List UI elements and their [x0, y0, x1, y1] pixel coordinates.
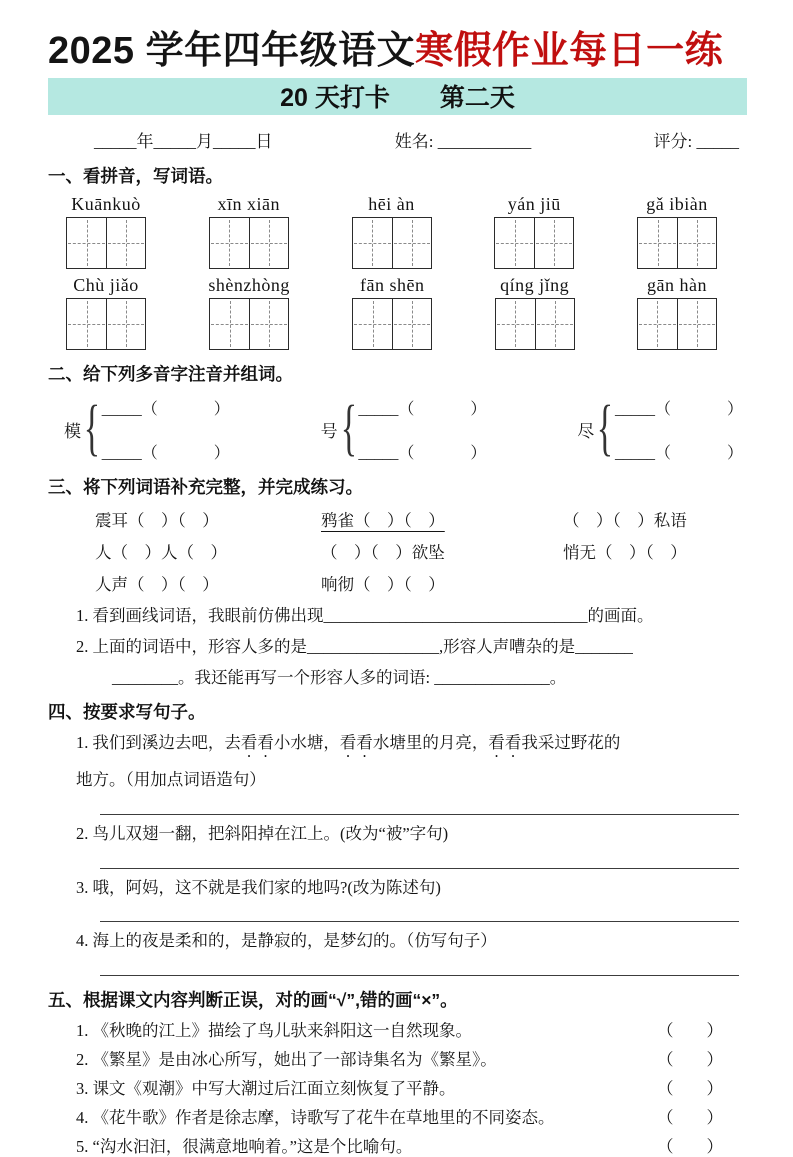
- answer-bracket: （ ）: [657, 1108, 723, 1128]
- title-text-black: 2025 学年四年级语文: [48, 30, 416, 72]
- question-2-line2: ________。我还能再写一个形容人多的词语: ______________。: [112, 667, 567, 687]
- answer-line: [100, 814, 739, 815]
- writing-grid-box: [637, 217, 717, 269]
- writing-grid-box: [209, 298, 289, 350]
- true-false-item-4: [48, 1104, 747, 1128]
- sentence-item-3: 3. 哦，阿妈，这不就是我们家的地吗?(改为陈述句): [76, 877, 441, 897]
- pinyin-word-blank: _____（ ）: [358, 400, 487, 418]
- writing-cell: [67, 218, 106, 268]
- writing-cell: [535, 299, 574, 349]
- polyphone-blanks: [358, 396, 486, 463]
- pinyin-word-unit: [352, 194, 432, 269]
- writing-cell: [496, 299, 535, 349]
- sentence-text: 我们到溪边去吧，去: [92, 732, 241, 752]
- pinyin-label: yán jiū: [507, 193, 561, 214]
- pinyin-word-blank: _____（ ）: [614, 400, 743, 418]
- pinyin-label: Kuānkuò: [71, 193, 141, 214]
- pinyin-word-unit: [208, 275, 289, 350]
- writing-cell: [392, 299, 431, 349]
- word-item: （ ）（ ）私语: [563, 510, 687, 530]
- statement-text: 5. “沟水汩汩，很满意地响着。”这是个比喻句。: [76, 1137, 413, 1157]
- writing-grid-box: [352, 217, 432, 269]
- writing-cell: [534, 218, 573, 268]
- dotted-word: 看看: [488, 732, 522, 752]
- polyphone-row: [48, 396, 747, 463]
- pinyin-word-blank: _____（ ）: [614, 444, 743, 462]
- word-item: 响彻（ ）（ ）: [321, 574, 445, 594]
- writing-cell: [392, 218, 431, 268]
- writing-grid-box: [66, 298, 146, 350]
- pinyin-word-unit: [209, 194, 289, 269]
- dotted-word: 看看: [240, 732, 274, 752]
- word-item: 人声（ ）（ ）: [95, 574, 219, 594]
- polyphone-char: 模: [64, 421, 81, 441]
- brace-glyph: {: [83, 394, 101, 463]
- word-item: [563, 571, 747, 595]
- pinyin-label: Chù jiǎo: [73, 274, 139, 295]
- pinyin-word-unit: [495, 275, 575, 350]
- pinyin-label: qíng jǐng: [500, 274, 570, 295]
- pinyin-label: xīn xiān: [217, 193, 280, 214]
- polyphone-group-jin: [577, 396, 743, 463]
- pinyin-label: hēi àn: [368, 193, 415, 214]
- title-text-red: 寒假作业每日一练: [415, 30, 724, 72]
- sentence-text: 水塘里的月亮，: [372, 732, 489, 752]
- word-item-underlined: 鸦雀（ ）（ ）: [321, 510, 445, 530]
- writing-cell: [210, 218, 249, 268]
- polyphone-blanks: [102, 396, 230, 463]
- pinyin-label: gǎ ibiàn: [646, 193, 708, 214]
- word-item: 悄无（ ）（ ）: [563, 542, 687, 562]
- writing-cell: [677, 218, 716, 268]
- pinyin-row-2: [48, 275, 747, 350]
- brace-glyph: {: [340, 394, 357, 463]
- score-field-label: 评分: _____: [653, 131, 739, 151]
- statement-text: 1. 《秋晚的江上》描绘了鸟儿驮来斜阳这一自然现象。: [76, 1021, 472, 1041]
- pinyin-word-unit: [637, 275, 717, 350]
- word-completion-grid: [48, 507, 747, 595]
- section5-heading: 五、根据课文内容判断正误，对的画“√”,错的画“×”。: [48, 990, 458, 1011]
- pinyin-word-unit: [352, 275, 432, 350]
- brace-glyph: {: [596, 394, 614, 463]
- sentence-text: 小水塘，: [273, 732, 340, 752]
- pinyin-word-unit: [66, 275, 146, 350]
- sentence-item-1: [48, 731, 747, 761]
- statement-text: 2. 《繁星》是由冰心所写，她出了一部诗集名为《繁星》。: [76, 1050, 497, 1070]
- pinyin-row-1: [48, 194, 747, 269]
- polyphone-group-mo: [64, 396, 230, 463]
- pinyin-word-blank: _____（ ）: [101, 400, 230, 418]
- writing-cell: [638, 299, 677, 349]
- section3-heading: 三、将下列词语补充完整，并完成练习。: [48, 476, 363, 497]
- word-item: 人（ ）人（ ）: [95, 542, 227, 562]
- answer-bracket: （ ）: [657, 1050, 723, 1070]
- writing-grid-box: [637, 298, 717, 350]
- polyphone-blanks: [615, 396, 743, 463]
- polyphone-char: 号: [320, 421, 338, 441]
- dotted-word: 看看: [339, 732, 373, 752]
- sentence-item-1-line2: 地方。（用加点词语造句）: [76, 769, 266, 789]
- sentence-item-4: 4. 海上的夜是柔和的，是静寂的，是梦幻的。（仿写句子）: [76, 931, 497, 951]
- writing-cell: [495, 218, 534, 268]
- answer-bracket: （ ）: [657, 1021, 723, 1041]
- true-false-item-5: [48, 1133, 747, 1157]
- sentence-text: 我采过野花的: [521, 732, 621, 752]
- pinyin-word-blank: _____（ ）: [358, 444, 487, 462]
- writing-cell: [353, 299, 392, 349]
- statement-text: 4. 《花牛歌》作者是徐志摩，诗歌写了花牛在草地里的不同姿态。: [76, 1108, 555, 1128]
- answer-line: [100, 975, 739, 976]
- section1-heading: 一、看拼音，写词语。: [48, 165, 223, 186]
- sentence-item-2: 2. 鸟儿双翅一翻，把斜阳掉在江上。(改为“被”字句): [76, 823, 449, 843]
- pinyin-label: shènzhòng: [208, 274, 290, 295]
- answer-line: [100, 921, 739, 922]
- question-2-line1: 2. 上面的词语中，形容人多的是________________,形容人声嘈杂的是_______: [76, 636, 633, 656]
- writing-grid-box: [352, 298, 432, 350]
- writing-cell: [106, 218, 145, 268]
- true-false-item-2: [48, 1046, 747, 1070]
- section2-heading: 二、给下列多音字注音并组词。: [48, 363, 293, 384]
- answer-line: [100, 868, 739, 869]
- writing-cell: [638, 218, 677, 268]
- writing-grid-box: [209, 217, 289, 269]
- writing-cell: [249, 218, 288, 268]
- question-1: 1. 看到画线词语，我眼前仿佛出现________________________________的画面。: [76, 605, 654, 625]
- pinyin-word-unit: [494, 194, 574, 269]
- pinyin-word-blank: _____（ ）: [101, 444, 230, 462]
- section4-heading: 四、按要求写句子。: [48, 701, 206, 722]
- date-blanks: _____年_____月_____日: [94, 131, 273, 151]
- writing-cell: [249, 299, 288, 349]
- writing-cell: [106, 299, 145, 349]
- word-item: 震耳（ ）（ ）: [95, 510, 219, 530]
- writing-cell: [353, 218, 392, 268]
- word-item: （ ）（ ）欲坠: [321, 542, 445, 562]
- writing-grid-box: [494, 217, 574, 269]
- writing-cell: [67, 299, 106, 349]
- polyphone-group-hao: [321, 396, 487, 463]
- pinyin-label: fān shēn: [359, 274, 425, 295]
- true-false-item-1: [48, 1017, 747, 1041]
- writing-grid-box: [495, 298, 575, 350]
- writing-cell: [677, 299, 716, 349]
- statement-text: 3. 课文《观潮》中写大潮过后江面立刻恢复了平静。: [76, 1079, 456, 1099]
- pinyin-word-unit: [637, 194, 717, 269]
- day-banner: [48, 78, 747, 115]
- writing-cell: [210, 299, 249, 349]
- answer-bracket: （ ）: [657, 1137, 723, 1157]
- answer-bracket: （ ）: [657, 1079, 723, 1099]
- item-number: 1.: [76, 732, 89, 752]
- info-row: [94, 127, 739, 152]
- pinyin-word-unit: [66, 194, 146, 269]
- writing-grid-box: [66, 217, 146, 269]
- name-field-label: 姓名: ___________: [394, 131, 532, 151]
- polyphone-char: 尽: [577, 421, 595, 441]
- true-false-item-3: [48, 1075, 747, 1099]
- pinyin-label: gān hàn: [646, 274, 707, 295]
- page-title: [48, 30, 747, 74]
- banner-text: 20 天打卡 第二天: [280, 84, 515, 113]
